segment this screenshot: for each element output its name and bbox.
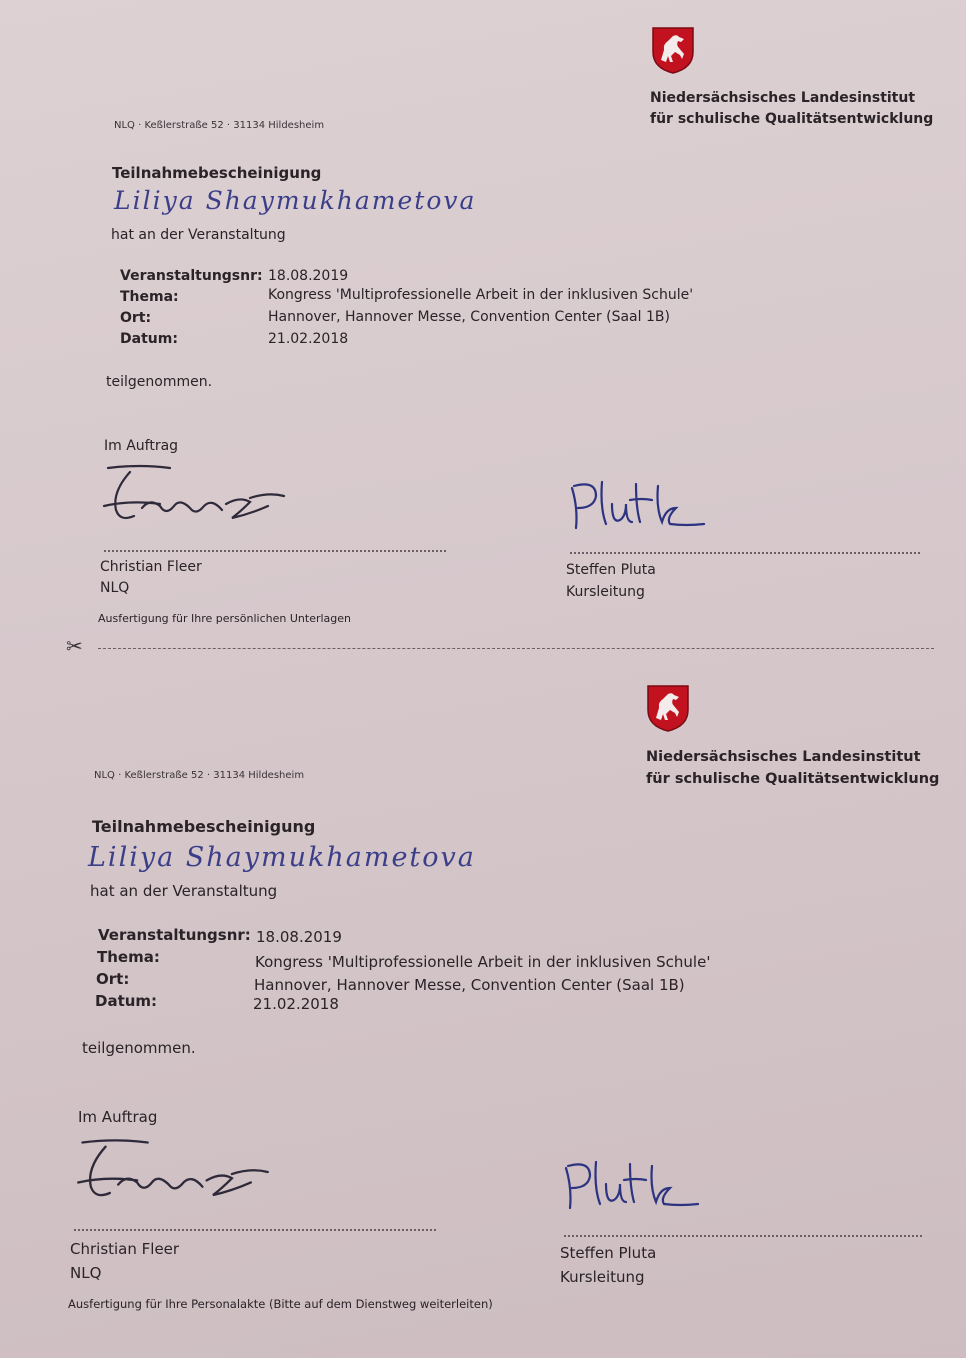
location-value: Hannover, Hannover Messe, Convention Center (Saal 1B) — [254, 976, 685, 994]
date-value: 21.02.2018 — [253, 995, 339, 1013]
closing-text: teilgenommen. — [106, 374, 213, 390]
intro-text: hat an der Veranstaltung — [90, 882, 278, 900]
signature-line-left — [74, 1229, 436, 1231]
event-nr-value: 18.08.2019 — [256, 928, 342, 946]
copy-note: Ausfertigung für Ihre persönlichen Unterlagen — [98, 612, 352, 625]
im-auftrag-text: Im Auftrag — [78, 1108, 158, 1126]
event-nr-label: Veranstaltungsnr: — [98, 926, 251, 944]
topic-label: Thema: — [97, 948, 160, 966]
location-label: Ort: — [120, 310, 152, 326]
topic-label: Thema: — [120, 289, 179, 305]
certificate-title: Teilnahmebescheinigung — [92, 817, 316, 836]
signer2-role: Kursleitung — [566, 584, 645, 600]
sender-address: NLQ · Keßlerstraße 52 · 31134 Hildesheim — [94, 770, 305, 781]
signer1-org: NLQ — [70, 1264, 102, 1282]
institute-name — [646, 746, 939, 790]
signature-pluta — [560, 1158, 710, 1218]
signature-line-right — [570, 552, 920, 554]
intro-text: hat an der Veranstaltung — [111, 227, 286, 243]
event-nr-label: Veranstaltungsnr: — [120, 268, 263, 284]
topic-value: Kongress 'Multiprofessionelle Arbeit in der inklusiven Schule' — [268, 287, 694, 303]
institute-line1: Niedersächsisches Landesinstitut — [650, 90, 916, 106]
institute-line1: Niedersächsisches Landesinstitut — [646, 749, 921, 765]
signer1-name: Christian Fleer — [100, 559, 202, 575]
location-label: Ort: — [96, 970, 130, 988]
lower-saxony-horse-crest-icon — [646, 684, 690, 732]
participant-name: Liliya Shaymukhametova — [114, 186, 477, 215]
sender-address: NLQ · Keßlerstraße 52 · 31134 Hildesheim — [114, 120, 325, 131]
cut-line — [98, 648, 934, 649]
copy-note: Ausfertigung für Ihre Personalakte (Bitte auf dem Dienstweg weiterleiten) — [68, 1297, 493, 1311]
institute-line2: für schulische Qualitätsentwicklung — [650, 111, 934, 127]
closing-text: teilgenommen. — [82, 1039, 196, 1057]
signer2-role: Kursleitung — [560, 1268, 645, 1286]
date-label: Datum: — [120, 331, 178, 347]
lower-saxony-horse-crest-icon — [651, 26, 695, 74]
signature-fleer — [100, 462, 290, 532]
signer2-name: Steffen Pluta — [560, 1244, 657, 1262]
location-value: Hannover, Hannover Messe, Convention Center (Saal 1B) — [268, 309, 670, 325]
im-auftrag-text: Im Auftrag — [104, 438, 179, 454]
institute-line2: für schulische Qualitätsentwicklung — [646, 771, 940, 787]
signature-pluta — [566, 478, 716, 538]
scissors-icon: ✂ — [66, 634, 83, 658]
signature-fleer — [74, 1136, 274, 1210]
institute-name — [650, 88, 933, 130]
signer1-name: Christian Fleer — [70, 1240, 180, 1258]
participant-name: Liliya Shaymukhametova — [88, 842, 476, 873]
signer1-org: NLQ — [100, 580, 130, 596]
date-value: 21.02.2018 — [268, 331, 349, 347]
certificate-title: Teilnahmebescheinigung — [112, 164, 322, 182]
signature-line-right — [564, 1235, 922, 1237]
signer2-name: Steffen Pluta — [566, 562, 656, 578]
signature-line-left — [104, 550, 446, 552]
date-label: Datum: — [95, 992, 158, 1010]
event-nr-value: 18.08.2019 — [268, 268, 349, 284]
topic-value: Kongress 'Multiprofessionelle Arbeit in der inklusiven Schule' — [255, 953, 711, 971]
